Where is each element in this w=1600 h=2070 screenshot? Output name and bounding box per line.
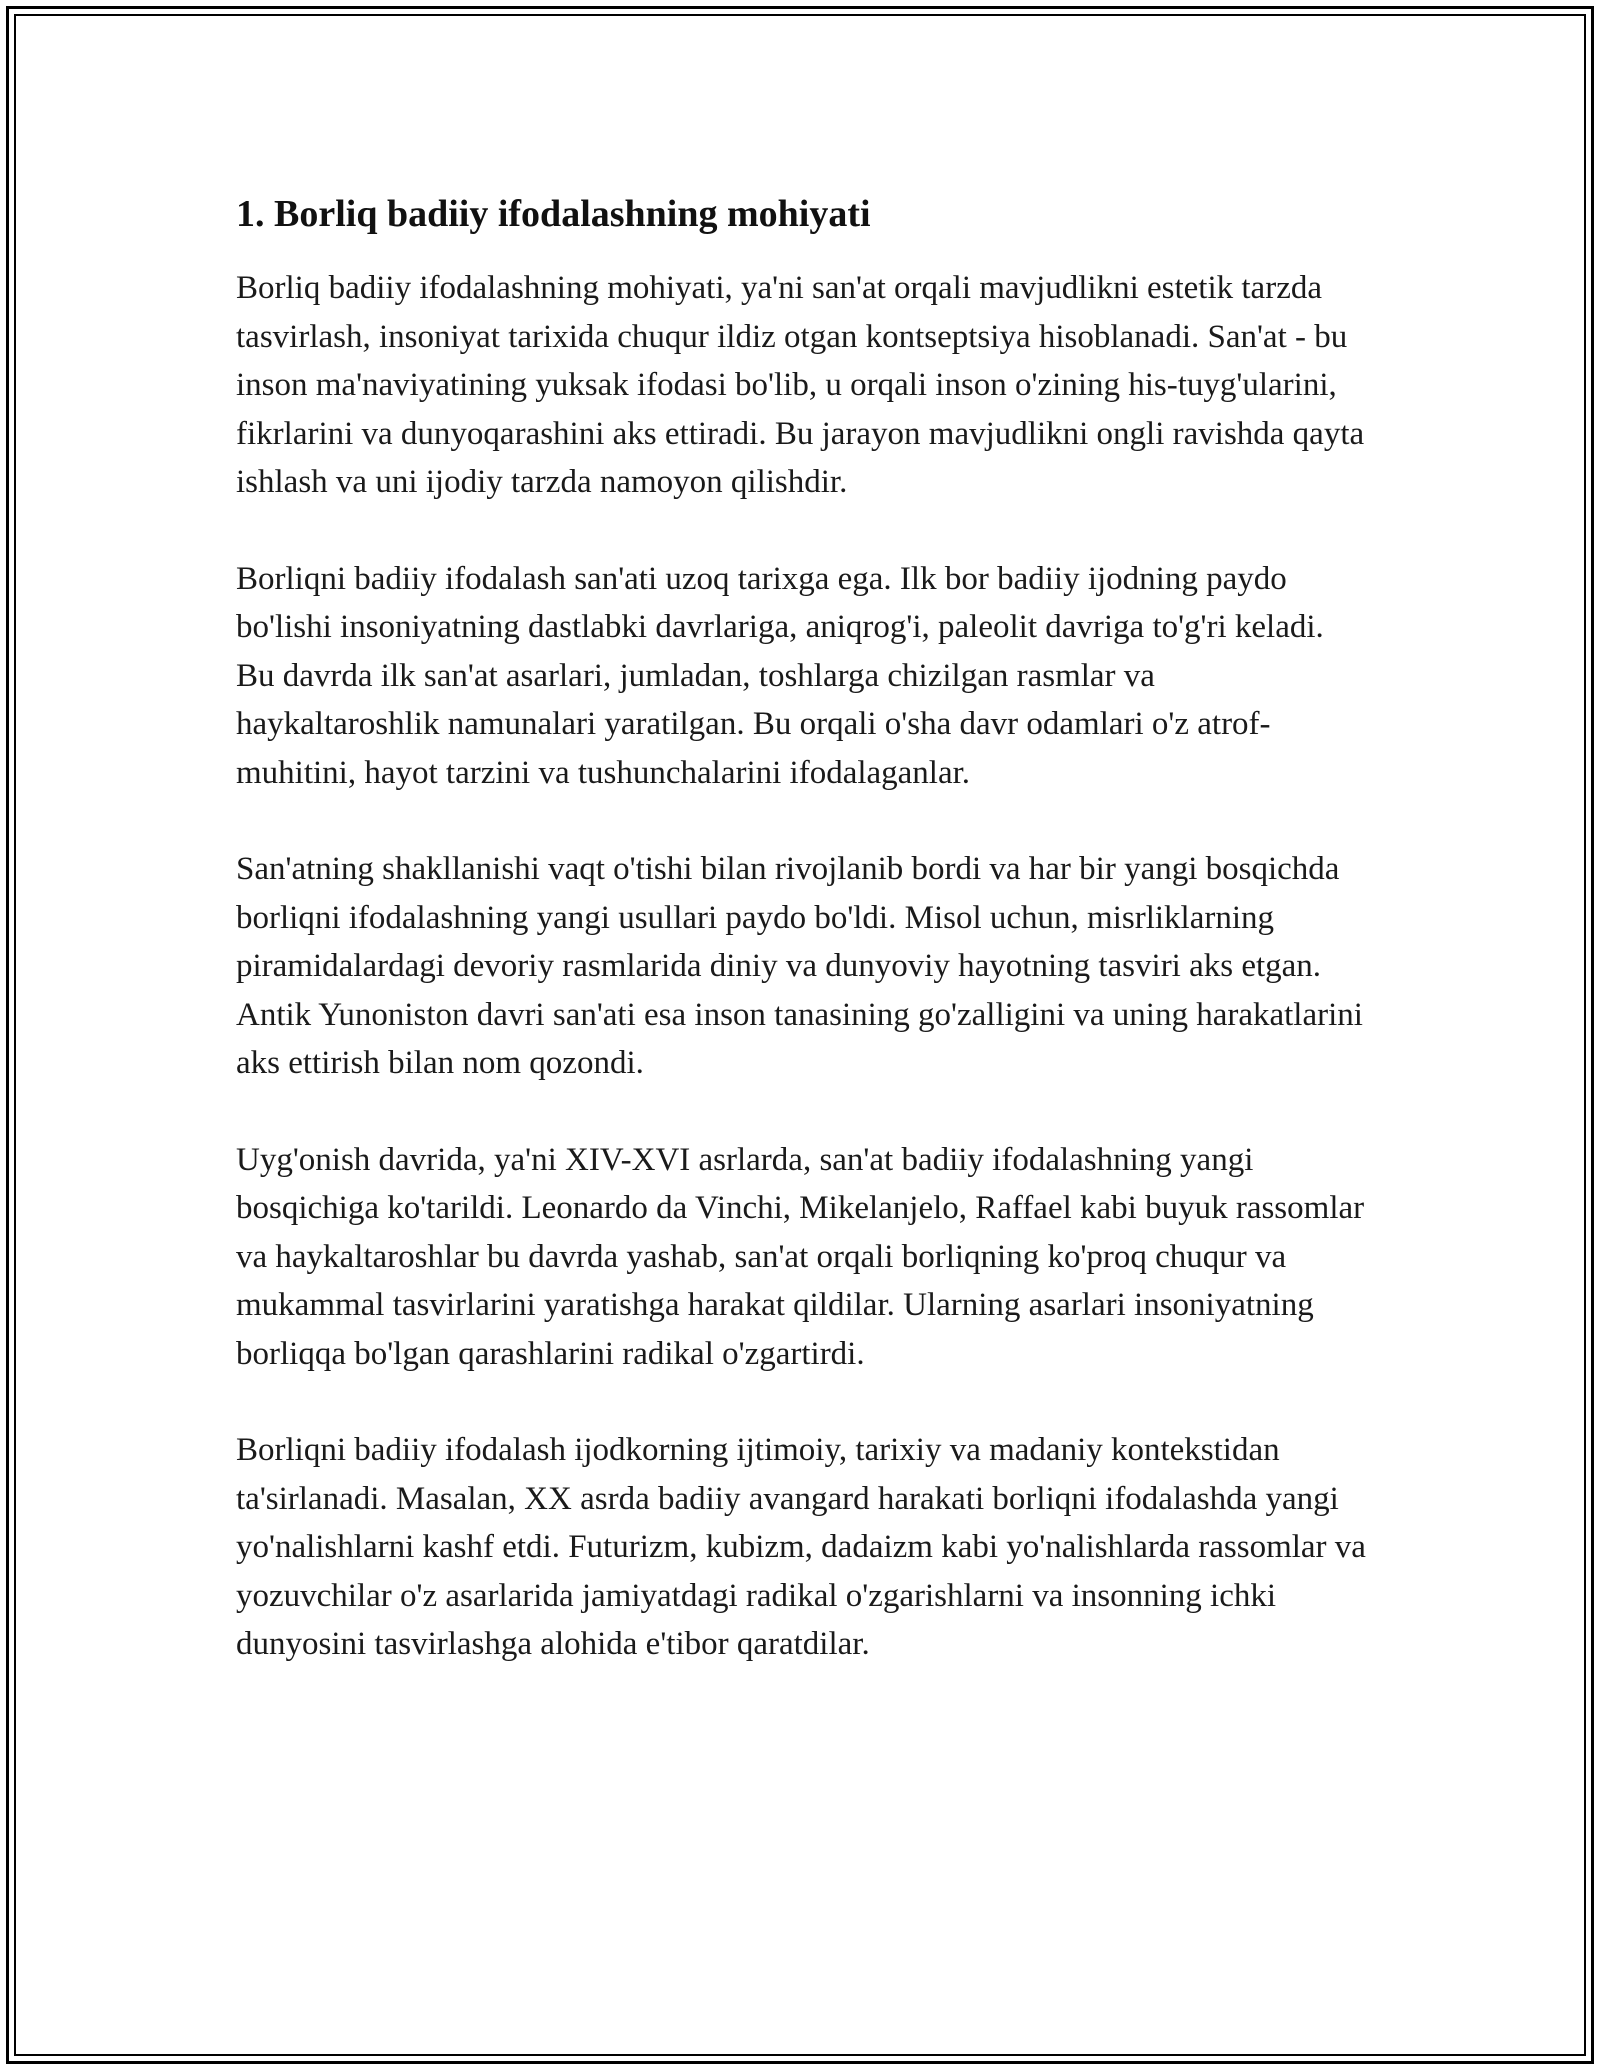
- paragraph-2: Borliqni badiiy ifodalash san'ati uzoq tarixga ega. Ilk bor badiiy ijodning paydo bo'lishi insoniyatning dastlabki davrlariga, aniqrog'i, paleolit davriga to'g'ri keladi. Bu davrda ilk san'at asarlari, jumladan, toshlarga chizilgan rasmlar va haykaltaroshlik namunalari yaratilgan. Bu orqali o'sha davr odamlari o'z atrof-muhitini, hayot tarzini va tushunchalarini ifodalaganlar.: [236, 560, 1324, 791]
- paragraph-1: Borliq badiiy ifodalashning mohiyati, ya'ni san'at orqali mavjudlikni estetik tarzda tasvirlash, insoniyat tarixida chuqur ildiz otgan kontseptsiya hisoblanadi. San'at - bu inson ma'naviyatining yuksak ifodasi bo'lib, u orqali inson o'zining his-tuyg'ularini, fikrlarini va dunyoqarashini aks ettiradi. Bu jarayon mavjudlikni ongli ravishda qayta ishlash va uni ijodiy tarzda namoyon qilishdir.: [236, 270, 1365, 500]
- paragraph-4: Uyg'onish davrida, ya'ni XIV-XVI asrlarda, san'at badiiy ifodalashning yangi bosqichiga ko'tarildi. Leonardo da Vinchi, Mikelanjelo, Raffael kabi buyuk rassomlar va haykaltaroshlar bu davrda yashab, san'at orqali borliqning ko'proq chuqur va mukammal tasvirlarini yaratishga harakat qildilar. Ularning asarlari insoniyatning borliqqa bo'lgan qarashlarini radikal o'zgartirdi.: [236, 1141, 1365, 1372]
- paragraph-5: Borliqni badiiy ifodalash ijodkorning ijtimoiy, tarixiy va madaniy kontekstidan ta'sirlanadi. Masalan, XX asrda badiiy avangard harakati borliqni ifodalashda yangi yo'nalishlarni kashf etdi. Futurizm, kubizm, dadaizm kabi yo'nalishlarda rassomlar va yozuvchilar o'z asarlarida jamiyatdagi radikal o'zgarishlarni va insonning ichki dunyosini tasvirlashga alohida e'tibor qaratdilar.: [236, 1432, 1366, 1662]
- paragraph-3: San'atning shakllanishi vaqt o'tishi bilan rivojlanib bordi va har bir yangi bosqichda borliqni ifodalashning yangi usullari paydo bo'ldi. Misol uchun, misrliklarning piramidalardagi devoriy rasmlarida diniy va dunyoviy hayotning tasviri aks etgan. Antik Yunoniston davri san'ati esa inson tanasining go'zalligini va uning harakatlarini aks ettirish bilan nom qozondi.: [236, 851, 1363, 1081]
- document-body: [236, 190, 1366, 1669]
- section-heading: 1. Borliq badiiy ifodalashning mohiyati: [236, 193, 871, 235]
